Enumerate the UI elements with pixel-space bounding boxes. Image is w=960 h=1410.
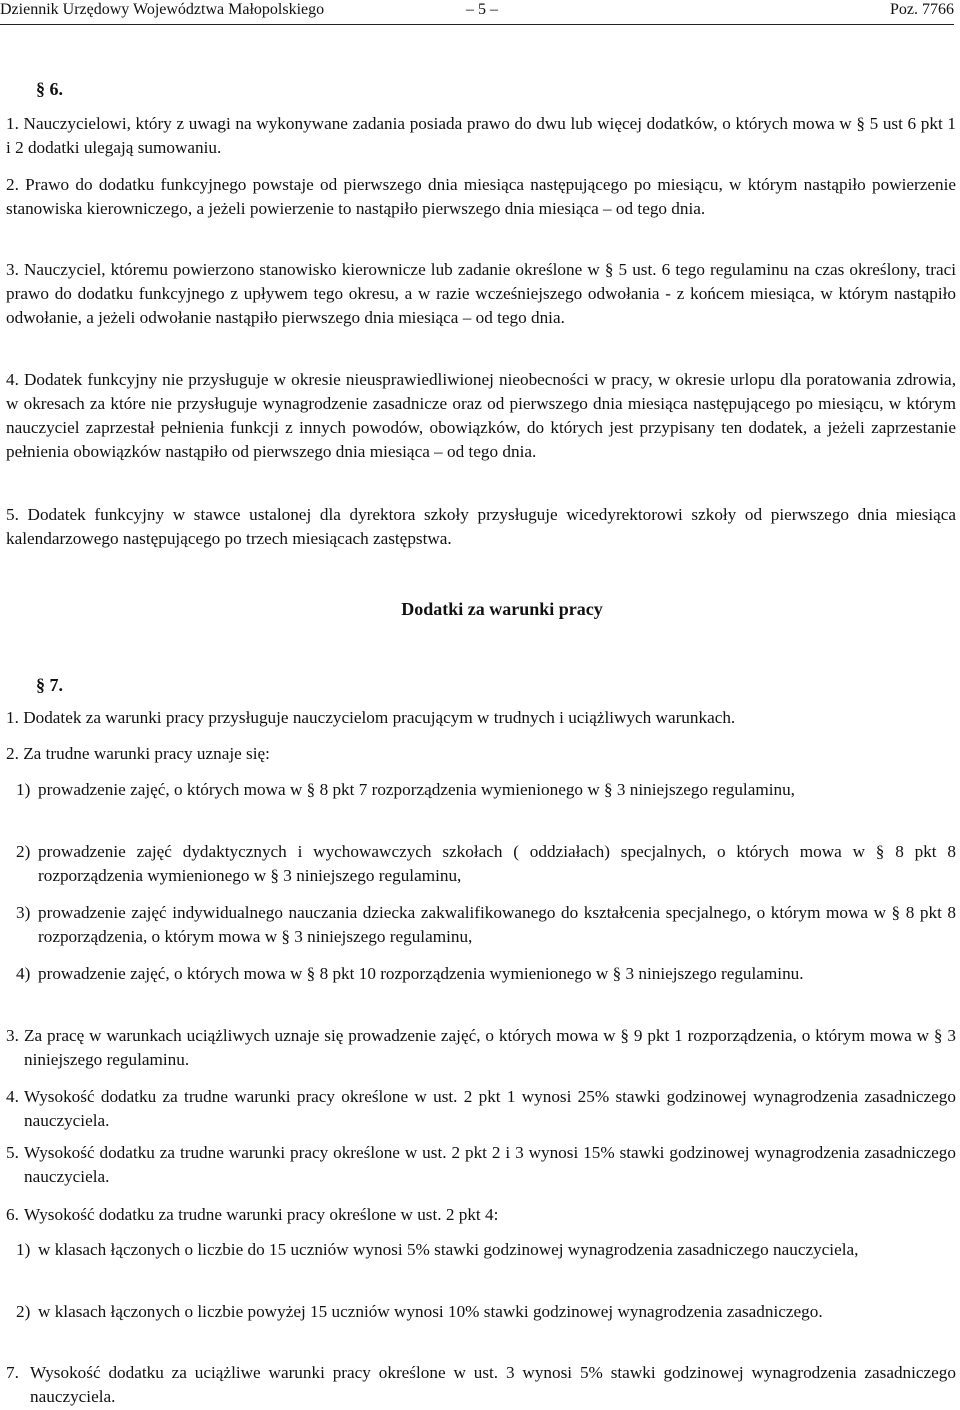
section-6-title: § 6.: [36, 79, 63, 99]
paragraph-number: 3.: [6, 1026, 19, 1045]
paragraph-text: Wysokość dodatku za trudne warunki pracy określone w ust. 2 pkt 1 wynosi 25% stawki godzinowej wynagrodzenia zasadniczego nauczyciela.: [24, 1087, 956, 1130]
list-text: w klasach łączonych o liczbie powyżej 15 uczniów wynosi 10% stawki godzinowej wynagrodzenia zasadniczego.: [38, 1302, 823, 1321]
page-header: [0, 0, 960, 26]
s7-paragraph-3: [6, 1024, 956, 1072]
s6-paragraph-4: 4. Dodatek funkcyjny nie przysługuje w okresie nieusprawiedliwionej nieobecności w pracy, w okresie urlopu dla poratowania zdrowia, w okresach za które nie przysługuje wynagrodzenie zasadnicze oraz od pierwszego dnia miesiąca następującego po miesiącu, w którym nauczyciel zaprzestał pełnienia funkcji z innych powodów, obowiązków, do których jest przypisany ten dodatek, a jeżeli zaprzestanie pełnienia obowiązków nastąpiło od pierwszego dnia miesiąca – od tego dnia.: [6, 370, 956, 461]
paragraph-number: 5.: [6, 1143, 19, 1162]
list-item-2-3: [16, 901, 956, 949]
list-number: 1): [16, 1240, 31, 1259]
list-number: 4): [16, 964, 31, 983]
list-number: 2): [16, 1302, 31, 1321]
s6-paragraph-5: 5. Dodatek funkcyjny w stawce ustalonej dla dyrektora szkoły przysługuje wicedyrektorowi szkoły od pierwszego dnia miesiąca kalendarzowego następującego po trzech miesiącach zastępstwa.: [6, 505, 956, 548]
paragraph-number: 4.: [6, 1087, 19, 1106]
list-text: prowadzenie zajęć, o których mowa w § 8 pkt 7 rozporządzenia wymienionego w § 3 niniejszego regulaminu,: [38, 780, 795, 799]
list-text: prowadzenie zajęć dydaktycznych i wychowawczych szkołach ( oddziałach) specjalnych, o których mowa w § 8 pkt 8 rozporządzenia wymienionego w § 3 niniejszego regulaminu,: [38, 842, 956, 885]
paragraph-text: Wysokość dodatku za trudne warunki pracy określone w ust. 2 pkt 4:: [24, 1205, 499, 1224]
s7-paragraph-1: 1. Dodatek za warunki pracy przysługuje nauczycielom pracującym w trudnych i uciążliwych warunkach.: [6, 708, 736, 727]
paragraph-text: Wysokość dodatku za trudne warunki pracy określone w ust. 2 pkt 2 i 3 wynosi 15% stawki godzinowej wynagrodzenia zasadniczego nauczyciela.: [24, 1143, 956, 1186]
section-7-title: § 7.: [36, 675, 63, 695]
list-item-2-2: [16, 840, 956, 888]
paragraph-number: 7.: [6, 1363, 19, 1382]
s6-paragraph-1: 1. Nauczycielowi, który z uwagi na wykonywane zadania posiada prawo do dwu lub więcej dodatków, o których mowa w § 5 ust 6 pkt 1 i 2 dodatki ulegają sumowaniu.: [6, 114, 956, 157]
section-heading: Dodatki za warunki pracy: [401, 599, 603, 619]
position-number: Poz. 7766: [890, 1, 954, 18]
s7-paragraph-4: [6, 1085, 956, 1133]
list-item-2-1: [16, 778, 956, 802]
list-text: prowadzenie zajęć indywidualnego nauczania dziecka zakwalifikowanego do kształcenia specjalnego, o którym mowa w § 8 pkt 8 rozporządzenia, o którym mowa w § 3 niniejszego regulaminu,: [38, 903, 956, 946]
list-number: 1): [16, 780, 31, 799]
s7-paragraph-2: 2. Za trudne warunki pracy uznaje się:: [6, 744, 270, 763]
page-number: – 5 –: [466, 1, 498, 18]
list-item-2-4: [16, 962, 956, 986]
s7-paragraph-5: [6, 1141, 956, 1189]
list-number: 2): [16, 842, 31, 861]
s7-paragraph-7: [6, 1361, 956, 1409]
paragraph-text: Za pracę w warunkach uciążliwych uznaje się prowadzenie zajęć, o których mowa w § 9 pkt 1 rozporządzenia, o którym mowa w § 3 niniejszego regulaminu.: [24, 1026, 956, 1069]
s6-paragraph-2: 2. Prawo do dodatku funkcyjnego powstaje od pierwszego dnia miesiąca następującego po miesiącu, w którym nastąpiło powierzenie stanowiska kierowniczego, a jeżeli powierzenie to nastąpiło pierwszego dnia miesiąca – od tego dnia.: [6, 175, 956, 218]
list-number: 3): [16, 903, 31, 922]
s7-paragraph-6: [6, 1203, 956, 1227]
list-item-6-2: [16, 1300, 956, 1324]
paragraph-text: Wysokość dodatku za uciążliwe warunki pracy określone w ust. 3 wynosi 5% stawki godzinowej wynagrodzenia zasadniczego nauczyciela.: [30, 1363, 956, 1406]
list-item-6-1: [16, 1238, 956, 1262]
paragraph-number: 6.: [6, 1205, 19, 1224]
header-rule: [0, 24, 954, 25]
journal-title: Dziennik Urzędowy Województwa Małopolskiego: [0, 1, 325, 18]
list-text: w klasach łączonych o liczbie do 15 uczniów wynosi 5% stawki godzinowej wynagrodzenia zasadniczego nauczyciela,: [38, 1240, 859, 1259]
list-text: prowadzenie zajęć, o których mowa w § 8 pkt 10 rozporządzenia wymienionego w § 3 niniejszego regulaminu.: [38, 964, 804, 983]
s6-paragraph-3: 3. Nauczyciel, któremu powierzono stanowisko kierownicze lub zadanie określone w § 5 ust. 6 tego regulaminu na czas określony, traci prawo do dodatku funkcyjnego z upływem tego okresu, a w razie wcześniejszego odwołania - z końcem miesiąca, w którym nastąpiło odwołanie, a jeżeli odwołanie nastąpiło pierwszego dnia miesiąca – od tego dnia.: [6, 260, 956, 327]
